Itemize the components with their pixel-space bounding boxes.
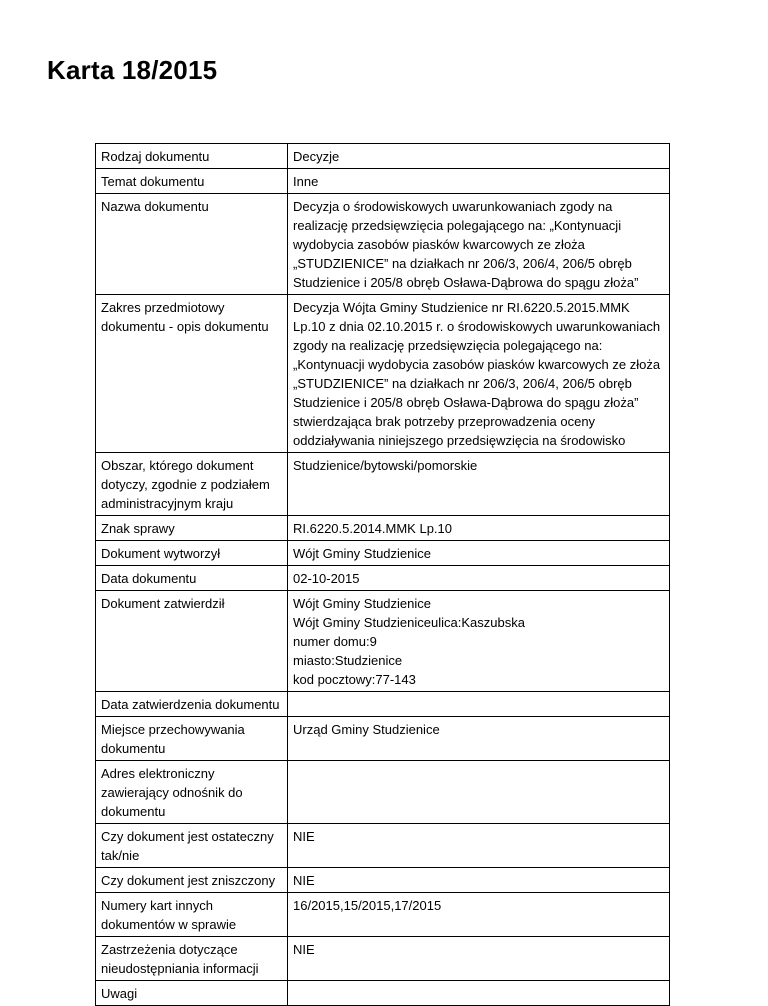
row-value: 16/2015,15/2015,17/2015 xyxy=(288,893,670,937)
row-label: Temat dokumentu xyxy=(96,169,288,194)
page-title: Karta 18/2015 xyxy=(47,55,218,85)
row-label: Znak sprawy xyxy=(96,516,288,541)
row-is-destroyed xyxy=(96,868,670,893)
row-label: Adres elektroniczny zawierający odnośnik do dokumentu xyxy=(96,761,288,824)
row-value: Urząd Gminy Studzienice xyxy=(288,717,670,761)
row-label: Dokument zatwierdził xyxy=(96,591,288,692)
row-label: Czy dokument jest zniszczony xyxy=(96,868,288,893)
row-label: Zakres przedmiotowy dokumentu - opis dokumentu xyxy=(96,295,288,453)
row-value: Inne xyxy=(288,169,670,194)
row-is-final xyxy=(96,824,670,868)
row-label: Nazwa dokumentu xyxy=(96,194,288,295)
row-value xyxy=(288,981,670,1006)
row-label: Miejsce przechowywania dokumentu xyxy=(96,717,288,761)
row-value: Decyzja Wójta Gminy Studzienice nr RI.6220.5.2015.MMK Lp.10 z dnia 02.10.2015 r. o środowiskowych uwarunkowaniach zgody na realizację przedsięwzięcia polegającego na: „Kontynuacji wydobycia zasobów piasków kwarcowych ze złoża „STUDZIENICE” na działkach nr 206/3, 206/4, 206/5 obręb Studzienice i 205/8 obręb Osława-Dąbrowa do spągu złoża” stwierdzająca brak potrzeby przeprowadzenia oceny oddziaływania niniejszego przedsięwzięcia na środowisko xyxy=(288,295,670,453)
row-label: Zastrzeżenia dotyczące nieudostępniania informacji xyxy=(96,937,288,981)
row-electronic-address xyxy=(96,761,670,824)
row-value: Decyzja o środowiskowych uwarunkowaniach zgody na realizację przedsięwzięcia polegającego na: „Kontynuacji wydobycia zasobów piasków kwarcowych ze złoża „STUDZIENICE” na działkach nr 206/3, 206/4, 206/5 obręb Studzienice i 205/8 obręb Osława-Dąbrowa do spągu złoża” xyxy=(288,194,670,295)
row-approval-date xyxy=(96,692,670,717)
row-area xyxy=(96,453,670,516)
row-value: RI.6220.5.2014.MMK Lp.10 xyxy=(288,516,670,541)
row-approved-by xyxy=(96,591,670,692)
row-label: Dokument wytworzył xyxy=(96,541,288,566)
row-related-cards xyxy=(96,893,670,937)
row-value: Wójt Gminy Studzienice Wójt Gminy Studzieniceulica:Kaszubska numer domu:9 miasto:Studzienice kod pocztowy:77-143 xyxy=(288,591,670,692)
row-storage-place xyxy=(96,717,670,761)
row-document-name xyxy=(96,194,670,295)
row-notes xyxy=(96,981,670,1006)
row-document-date xyxy=(96,566,670,591)
row-document-type xyxy=(96,144,670,169)
row-label: Obszar, którego dokument dotyczy, zgodnie z podziałem administracyjnym kraju xyxy=(96,453,288,516)
row-label: Data zatwierdzenia dokumentu xyxy=(96,692,288,717)
row-value xyxy=(288,692,670,717)
row-restrictions xyxy=(96,937,670,981)
row-created-by xyxy=(96,541,670,566)
row-value: Studzienice/bytowski/pomorskie xyxy=(288,453,670,516)
row-document-description xyxy=(96,295,670,453)
row-case-number xyxy=(96,516,670,541)
row-value: NIE xyxy=(288,824,670,868)
row-value: 02-10-2015 xyxy=(288,566,670,591)
row-label: Rodzaj dokumentu xyxy=(96,144,288,169)
row-value: NIE xyxy=(288,937,670,981)
row-label: Czy dokument jest ostateczny tak/nie xyxy=(96,824,288,868)
row-label: Data dokumentu xyxy=(96,566,288,591)
row-label: Numery kart innych dokumentów w sprawie xyxy=(96,893,288,937)
row-value: Wójt Gminy Studzienice xyxy=(288,541,670,566)
row-label: Uwagi xyxy=(96,981,288,1006)
row-value: NIE xyxy=(288,868,670,893)
row-value: Decyzje xyxy=(288,144,670,169)
row-document-subject xyxy=(96,169,670,194)
row-value xyxy=(288,761,670,824)
document-card-table xyxy=(95,143,670,1006)
